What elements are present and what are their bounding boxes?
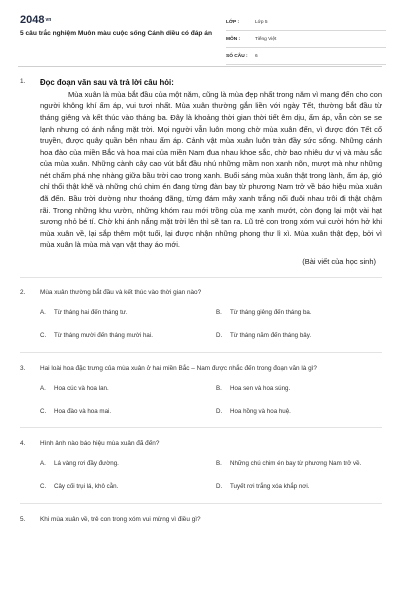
option-d[interactable] [216,325,382,348]
question-divider [20,277,382,278]
question-text: Hai loài hoa đặc trưng của mùa xuân ở hai miền Bắc – Nam được nhắc đến trong đoạn văn là gì? [40,364,317,372]
option-a[interactable] [40,377,206,400]
page-header [0,0,400,62]
option-letter: A. [40,384,46,392]
option-letter: D. [216,407,223,415]
option-text: Từ tháng năm đến tháng bảy. [230,332,312,339]
question-divider [20,427,382,428]
answer-options [40,453,382,499]
option-letter: B. [216,384,222,392]
option-text: Hoa cúc và hoa lan. [54,384,109,392]
question-number: 1. [20,78,26,85]
header-divider [18,66,382,67]
option-c[interactable] [40,400,206,423]
option-letter: D. [216,483,223,491]
option-b[interactable] [216,302,382,325]
question-number: 2. [20,289,26,297]
question-2 [20,289,382,353]
option-d[interactable] [216,476,382,499]
meta-key: SỐ CÂU : [226,53,248,59]
meta-value: 6 [255,53,258,59]
logo-text: 2048 [20,14,45,26]
option-letter: C. [40,483,47,491]
option-text: Hoa đào và hoa mai. [54,407,112,415]
reading-passage: Mùa xuân là mùa bắt đầu của một năm, cũng là mùa đẹp nhất trong năm vì mang đến cho con người không khí ấm áp, vui tươi nhất. Mùa xuân thường gắn liền với ngày Tết, thường bắt đầu từ tháng giêng và kết thúc vào tháng ba. Đây là khoảng thời gian thời tiết êm dịu, ấm áp, vẫn còn se se lạnh nhưng có ánh nắng mặt trời. Mọi người vẫn luôn mong chờ mùa xuân đến, vì được đón Tết cổ truyền, được quây quần bên nhau ấm áp. Cảnh vật mùa xuân luôn tràn đầy sức sống. Những cánh hoa đào của miền Bắc và hoa mai của miền Nam đua nhau khoe sắc, chờ bao nhiêu dư vị và màu sắc của mùa xuân. Những cành cây cao vút bắt đầu nhú những mầm non xanh nõn, mượt mà như những nét chấm phá nhẹ nhàng giữa bầu trời cao trong xanh. Buổi sáng mùa xuân thật trong lành, ấm áp, gió chỉ thổi thật khẽ và những chú chim én đang từng đàn bay từ phương Nam trở về báo hiệu mùa xuân đã đến. Bầu trời dường như thoáng đãng, từng đám mây xanh trắng nối đuôi nhau trôi đi thật chậm rãi. Trong những khu vườn, những khóm rau mới trồng của mẹ xanh mướt, còn đọng lại một vài hạt sương nhỏ bé tí. Chờ khi ánh nắng mặt trời lên thì sẽ tan ra. Lũ trẻ con trong xóm vui cười hớn hở khi mùa xuân về, lại sắp thêm một tuổi, lại được nhận những phong thư lì xì. Mùa xuân thật đẹp, bởi vì mùa xuân là mùa mà vạn vật thay áo mới. [40,89,382,250]
option-text: Từ tháng giêng đến tháng ba. [230,309,312,316]
answer-options [40,302,382,348]
question-number: 3. [20,364,26,372]
answer-options [40,377,382,423]
option-d[interactable] [216,400,382,423]
question-divider [20,352,382,353]
option-letter: A. [40,460,46,468]
meta-key: LỚP : [226,19,240,25]
option-c[interactable] [40,476,206,499]
meta-row-subject [226,31,386,48]
option-letter: C. [40,332,47,339]
question-divider [20,503,382,504]
meta-row-count [226,48,386,65]
site-logo[interactable] [20,14,51,26]
passage-source: (Bài viết của học sinh) [302,257,376,267]
meta-key: MÔN : [226,36,241,42]
option-c[interactable] [40,325,206,348]
option-text: Cây cối trụi lá, khô cằn. [54,483,119,491]
question-4 [20,440,382,504]
option-letter: B. [216,460,222,468]
question-list [20,78,382,525]
option-letter: C. [40,407,47,415]
meta-value: Tiếng Việt [255,36,277,42]
option-text: Từ tháng hai đến tháng tư. [54,309,128,316]
meta-value: Lớp 5 [255,19,268,25]
logo-suffix: vn [45,17,52,23]
option-letter: A. [40,309,46,316]
question-number: 4. [20,440,26,448]
option-text: Lá vàng rơi đầy đường. [54,460,119,468]
meta-table [226,14,386,65]
option-b[interactable] [216,453,382,476]
meta-row-grade [226,14,386,31]
question-text: Khi mùa xuân về, trẻ con trong xóm vui mừng vì điều gì? [40,515,201,523]
option-b[interactable] [216,377,382,400]
option-text: Những chú chim én bay từ phương Nam trở về. [230,460,362,468]
option-a[interactable] [40,302,206,325]
question-3 [20,365,382,429]
question-1 [20,78,382,278]
option-text: Hoa hồng và hoa huệ. [230,407,291,415]
option-letter: B. [216,309,222,316]
question-heading: Đọc đoạn văn sau và trả lời câu hỏi: [40,78,174,87]
question-text: Mùa xuân thường bắt đầu và kết thúc vào thời gian nào? [40,289,202,297]
question-5 [20,516,382,525]
option-a[interactable] [40,453,206,476]
question-text: Hình ảnh nào báo hiệu mùa xuân đã đến? [40,440,160,448]
option-text: Tuyết rơi trắng xóa khắp nơi. [230,483,310,491]
option-letter: D. [216,332,223,339]
document-title: 5 câu trắc nghiệm Muôn màu cuộc sống Cánh diều có đáp án [20,30,212,37]
question-number: 5. [20,515,26,523]
option-text: Từ tháng mười đến tháng mười hai. [54,332,153,339]
option-text: Hoa sen và hoa súng. [230,384,291,392]
